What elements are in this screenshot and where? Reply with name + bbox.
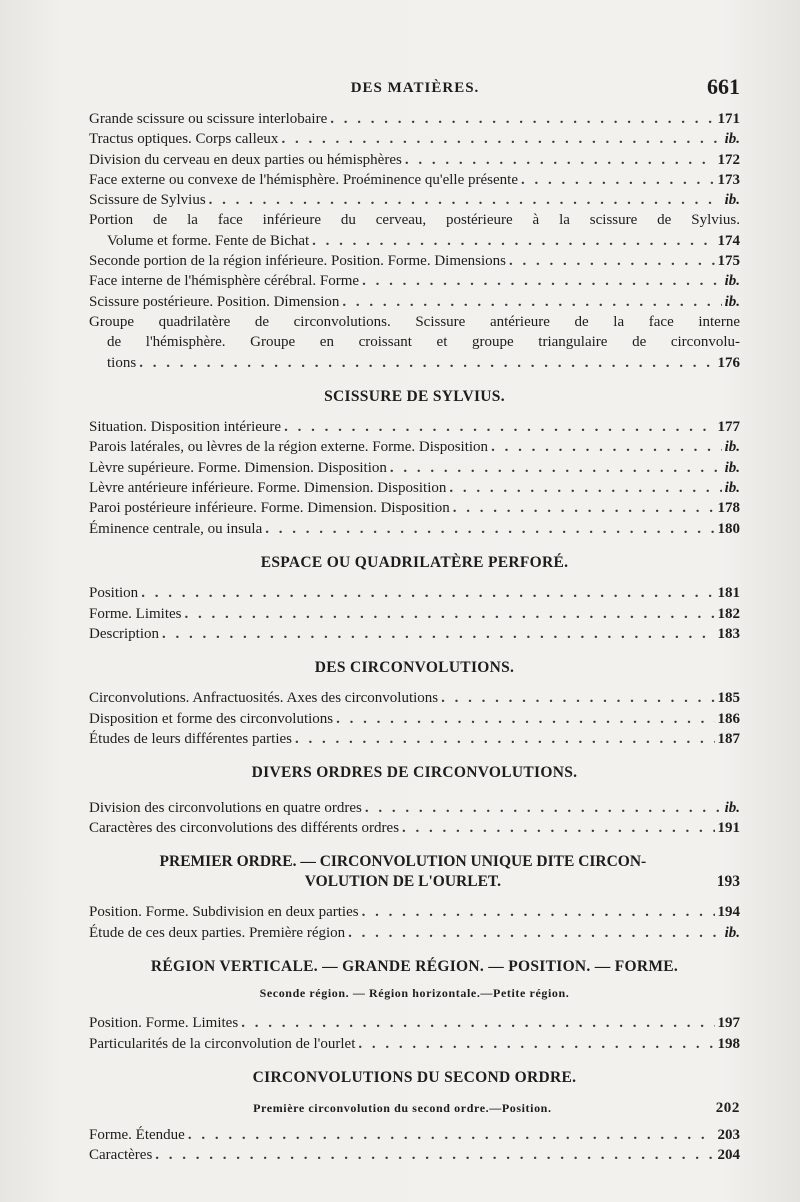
toc-entry: Forme. Limites . . . 182 (89, 604, 740, 624)
toc-entry: Paroi postérieure inférieure. Forme. Dimension. Disposition . . . 178 (89, 498, 740, 518)
toc-entry: Forme. Étendue . . . 203 (89, 1125, 740, 1145)
toc-entry: Position. Forme. Limites . . . 197 (89, 1013, 740, 1033)
toc-entry: Éminence centrale, ou insula . . . 180 (89, 519, 740, 539)
toc-entry-line: Portion de la face inférieure du cerveau, postérieure à la scissure de Sylvius. (89, 212, 740, 229)
toc-entry: Caractères des circonvolutions des différents ordres . . . 191 (89, 818, 740, 838)
toc-entry: Étude de ces deux parties. Première région . . . ib. (89, 923, 740, 943)
toc-entry: Situation. Disposition intérieure . . . 177 (89, 417, 740, 437)
heading-line: PREMIER ORDRE. — CIRCONVOLUTION UNIQUE DITE CIRCON- (159, 853, 647, 871)
toc-entry: Circonvolutions. Anfractuosités. Axes des circonvolutions . . . 185 (89, 688, 740, 708)
toc-entry: Scissure postérieure. Position. Dimension . . . ib. (89, 292, 740, 312)
section-heading: DIVERS ORDRES DE CIRCONVOLUTIONS. (251, 764, 578, 782)
toc-entry: Position. Forme. Subdivision en deux parties . . . 194 (89, 902, 740, 922)
toc-entry: Première circonvolution du second ordre.—Position. 202 (253, 1100, 740, 1117)
toc-entry: Seconde portion de la région inférieure. Position. Forme. Dimensions . . . 175 (89, 251, 740, 271)
table-of-contents (89, 109, 740, 1165)
heading-page: 193 (716, 872, 740, 890)
toc-entry-line: Groupe quadrilatère de circonvolutions. Scissure antérieure de la face interne (89, 313, 740, 330)
toc-entry: Position . . . 181 (89, 583, 740, 603)
toc-entry: Études de leurs différentes parties . . . 187 (89, 729, 740, 749)
toc-entry: Lèvre supérieure. Forme. Dimension. Disposition . . . ib. (89, 458, 740, 478)
page-number: 661 (707, 74, 740, 99)
subsection-heading: Seconde région. — Région horizontale.—Petite région. (259, 986, 570, 1001)
toc-entry: Description . . . 183 (89, 624, 740, 644)
toc-entry: Face interne de l'hémisphère cérébral. Forme . . . ib. (89, 271, 740, 291)
toc-entry: Parois latérales, ou lèvres de la région externe. Forme. Disposition . . . ib. (89, 437, 740, 457)
section-heading: DES CIRCONVOLUTIONS. (314, 659, 515, 677)
toc-entry: Grande scissure ou scissure interlobaire . . . 171 (89, 109, 740, 129)
section-heading: RÉGION VERTICALE. — GRANDE RÉGION. — POSITION. — FORME. (150, 957, 679, 975)
section-heading: SCISSURE DE SYLVIUS. (324, 387, 505, 405)
heading-line: VOLUTION DE L'OURLET. (304, 873, 501, 891)
toc-entry: tions . . . 176 (89, 353, 740, 373)
section-heading: CIRCONVOLUTIONS DU SECOND ORDRE. (252, 1068, 577, 1086)
toc-entry: Caractères . . . 204 (89, 1145, 740, 1165)
toc-entry: Particularités de la circonvolution de l'ourlet . . . 198 (89, 1034, 740, 1054)
toc-entry: Tractus optiques. Corps calleux . . . ib. (89, 129, 740, 149)
toc-entry: Scissure de Sylvius . . . ib. (89, 190, 740, 210)
toc-entry-line: de l'hémisphère. Groupe en croissant et groupe triangulaire de circonvolu- (107, 334, 740, 351)
running-header (90, 74, 740, 104)
toc-entry: Face externe ou convexe de l'hémisphère. Proéminence qu'elle présente . . . 173 (89, 170, 740, 190)
toc-entry: Division du cerveau en deux parties ou hémisphères . . . 172 (89, 150, 740, 170)
section-heading (89, 852, 740, 892)
toc-entry: Lèvre antérieure inférieure. Forme. Dimension. Disposition . . . ib. (89, 478, 740, 498)
toc-entry: Division des circonvolutions en quatre ordres . . . ib. (89, 798, 740, 818)
header-title: DES MATIÈRES. (350, 80, 480, 96)
section-heading: ESPACE OU QUADRILATÈRE PERFORÉ. (260, 553, 569, 571)
toc-entry: Volume et forme. Fente de Bichat . . . 174 (89, 231, 740, 251)
toc-entry: Disposition et forme des circonvolutions . . . 186 (89, 709, 740, 729)
